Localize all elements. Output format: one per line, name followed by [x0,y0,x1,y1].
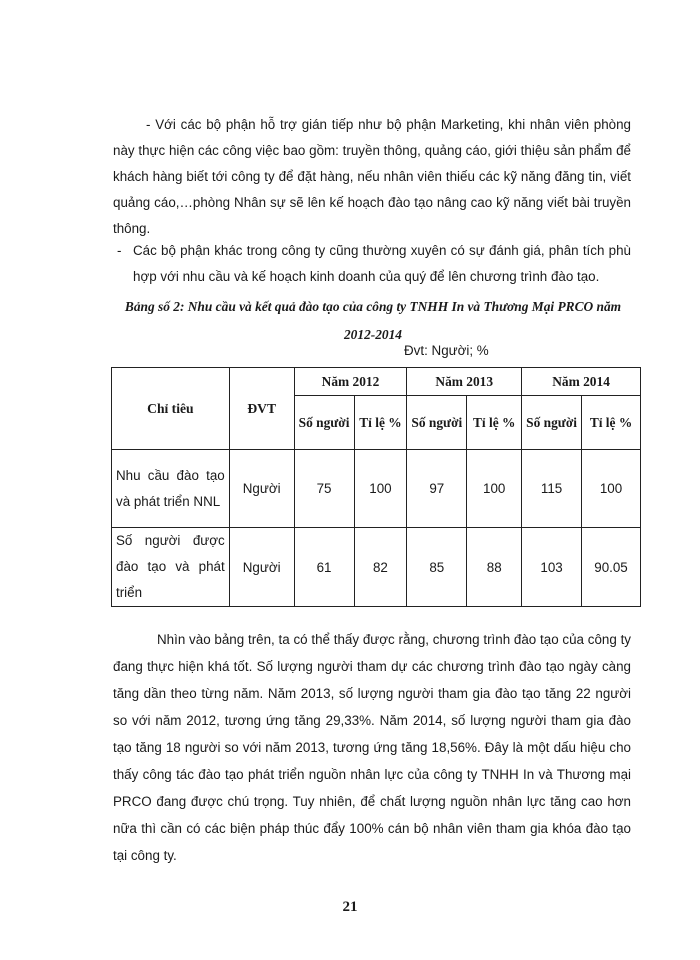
cell-value: 100 [582,450,641,528]
cell-value: 97 [407,450,467,528]
cell-value: 100 [467,450,522,528]
header-count: Số người [294,396,354,450]
cell-value: 115 [522,450,582,528]
row-unit: Người [229,450,294,528]
table-row [112,450,641,528]
row-label: Nhu cầu đào tạo và phát triển NNL [112,450,230,528]
page-number: 21 [342,899,358,915]
header-year-2013: Năm 2013 [407,368,522,396]
paragraph-marketing: - Với các bộ phận hỗ trợ gián tiếp như bộ phận Marketing, khi nhân viên phòng này thực hiện các công việc bao gồm: truyền thông, quảng cáo, giới thiệu sản phẩm để khách hàng biết tới công ty để đặt hàng, nếu nhân viên thiếu các kỹ năng đăng tin, viết quảng cáo,…phòng Nhân sự sẽ lên kế hoạch đào tạo nâng cao kỹ năng viết bài truyền thông. [113,117,631,236]
cell-value: 88 [467,528,522,607]
header-ratio: Tỉ lệ % [467,396,522,450]
header-year-2014: Năm 2014 [522,368,641,396]
cell-value: 75 [294,450,354,528]
header-count: Số người [522,396,582,450]
paragraph-other-departments [113,238,631,290]
table-caption: Bảng số 2: Nhu cầu và kết quả đào tạo của công ty TNHH In và Thương Mại PRCO năm 2012-2014 [124,299,622,342]
row-label: Số người được đào tạo và phát triển [112,528,230,607]
header-count: Số người [407,396,467,450]
cell-value: 85 [407,528,467,607]
cell-value: 61 [294,528,354,607]
header-unit: ĐVT [229,368,294,450]
row-unit: Người [229,528,294,607]
table-row [112,528,641,607]
training-table [111,367,641,607]
cell-value: 90.05 [582,528,641,607]
paragraph-text: Các bộ phận khác trong công ty cũng thường xuyên có sự đánh giá, phân tích phù hợp với nhu cầu và kế hoạch kinh doanh của quý để lên chương trình đào tạo. [133,243,631,284]
header-indicator: Chỉ tiêu [112,368,230,450]
unit-note: Đvt: Người; % [404,343,489,358]
analysis-paragraph: Nhìn vào bảng trên, ta có thể thấy được rằng, chương trình đào tạo của công ty đang thực hiện khá tốt. Số lượng người tham dự các chương trình đào tạo ngày càng tăng dần theo từng năm. Năm 2013, số lượng người tham gia đào tạo tăng 22 người so với năm 2012, tương ứng tăng 29,33%. Năm 2014, số lượng người tham gia đào tạo tăng 18 người so với năm 2013, tương ứng tăng 18,56%. Đây là một dấu hiệu cho thấy công tác đào tạo phát triển nguồn nhân lực của công ty TNHH In và Thương mại PRCO đang được chú trọng. Tuy nhiên, để chất lượng nguồn nhân lực tăng cao hơn nữa thì cần có các biện pháp thúc đẩy 100% cán bộ nhân viên tham gia khóa đào tạo tại công ty. [113,632,631,863]
header-ratio: Tỉ lệ % [354,396,407,450]
cell-value: 82 [354,528,407,607]
bullet-dash: - [117,243,122,258]
header-ratio: Tỉ lệ % [582,396,641,450]
cell-value: 103 [522,528,582,607]
header-year-2012: Năm 2012 [294,368,407,396]
cell-value: 100 [354,450,407,528]
